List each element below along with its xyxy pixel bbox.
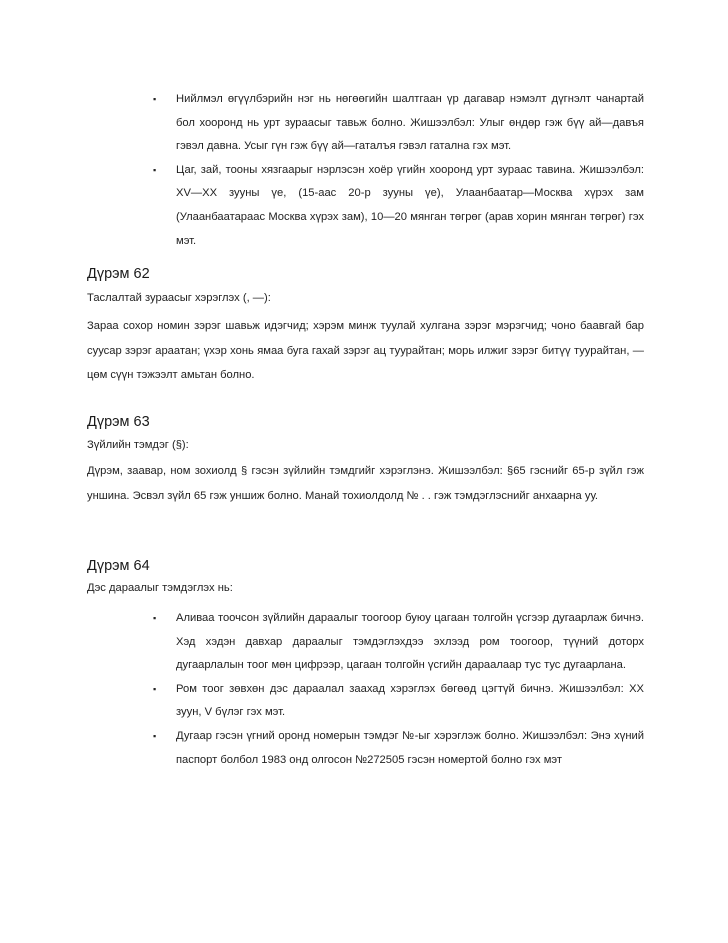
rule-62-subtitle: Таслалтай зураасыг хэрэглэх (, —): (87, 292, 271, 304)
list-item-text: Дугаар гэсэн үгний оронд номерын тэмдэг №-ыг хэрэглэж болно. Жишээлбэл: Энэ хүний паспорт болбол 1983 онд олгосон №272505 гэсэн номертой болно гэх мэт (176, 729, 644, 766)
list-item-text: Цаг, зай, тооны хязгаарыг нэрлэсэн хоёр үгийн хооронд урт зураас тавина. Жишээлбэл: XV—XX зууны үе, (15-аас 20-р зууны үе), Улаанбаатар—Москва хүрэх зам (Улаанбаатараас Москва хүрэх зам), 10—20 мянган төгрөг (арав хорин мянган төгрөг) гэх мэт. (176, 163, 644, 247)
list-item-text: Аливаа тоочсон зүйлийн дараалыг тоогоор буюу цагаан толгойн үсгээр дугаарлаж бичнэ. Хэд хэдэн давхар дараалыг тэмдэглэхдээ эхлээд ром тоогоор, түүний доторх дугаарлалын тоог мөн цифрээр, цагаан толгойн үсгийн дараалаар тус тус дугаарлана. (176, 612, 644, 672)
rule-62-heading: Дүрэм 62 (87, 266, 150, 282)
bottom-bullet-list (150, 607, 644, 772)
list-item (150, 725, 644, 772)
list-item (150, 607, 644, 678)
square-bullet-icon: ▪ (153, 683, 157, 694)
square-bullet-icon: ▪ (153, 613, 157, 623)
square-bullet-icon: ▪ (153, 164, 157, 175)
list-item-text: Ром тоог зөвхөн дэс дараалал заахад хэрэглэх бөгөөд цэгтүй бичнэ. Жишээлбэл: XX зуун, V бүлэг гэх мэт. (176, 682, 644, 719)
square-bullet-icon: ▪ (153, 730, 157, 741)
list-item (150, 678, 644, 725)
rule-63-subtitle: Зүйлийн тэмдэг (§): (87, 439, 189, 451)
rule-64-subtitle: Дэс дараалыг тэмдэглэх нь: (87, 582, 233, 594)
square-bullet-icon: ▪ (153, 94, 157, 104)
rule-64-heading: Дүрэм 64 (87, 558, 150, 574)
list-item-text: Нийлмэл өгүүлбэрийн нэг нь нөгөөгийн шалтгаан үр дагавар нэмэлт дүгнэлт чанартай бол хооронд нь урт зураасыг тавьж болно. Жишээлбэл: Улыг өндөр гэж бүү ай—давъя гэвэл давна. Усыг гүн гэж бүү ай—гаталъя гэвэл гатална гэх мэт. (176, 93, 644, 153)
list-item (150, 159, 644, 253)
rule-63-heading: Дүрэм 63 (87, 414, 150, 430)
rule-62-body: Зараа сохор номин зэрэг шавьж идэгчид; хэрэм минж туулай хулгана зэрэг мэрэгчид; чоно баавгай бар суусар зэрэг араатан; үхэр хонь ямаа буга гахай зэрэг ац туурайтан; морь илжиг зэрэг битүү туурайтан, —цөм сүүн тэжээлт амьтан болно. (87, 320, 644, 381)
top-bullet-list (150, 88, 644, 253)
rule-63-body: Дүрэм, заавар, ном зохиолд § гэсэн зүйлийн тэмдгийг хэрэглэнэ. Жишээлбэл: §65 гэснийг 65-р зүйл гэж уншина. Эсвэл зүйл 65 гэж уншиж болно. Манай тохиолдолд № . . гэж тэмдэглэснийг анхаарна уу. (87, 465, 644, 502)
list-item (150, 88, 644, 159)
